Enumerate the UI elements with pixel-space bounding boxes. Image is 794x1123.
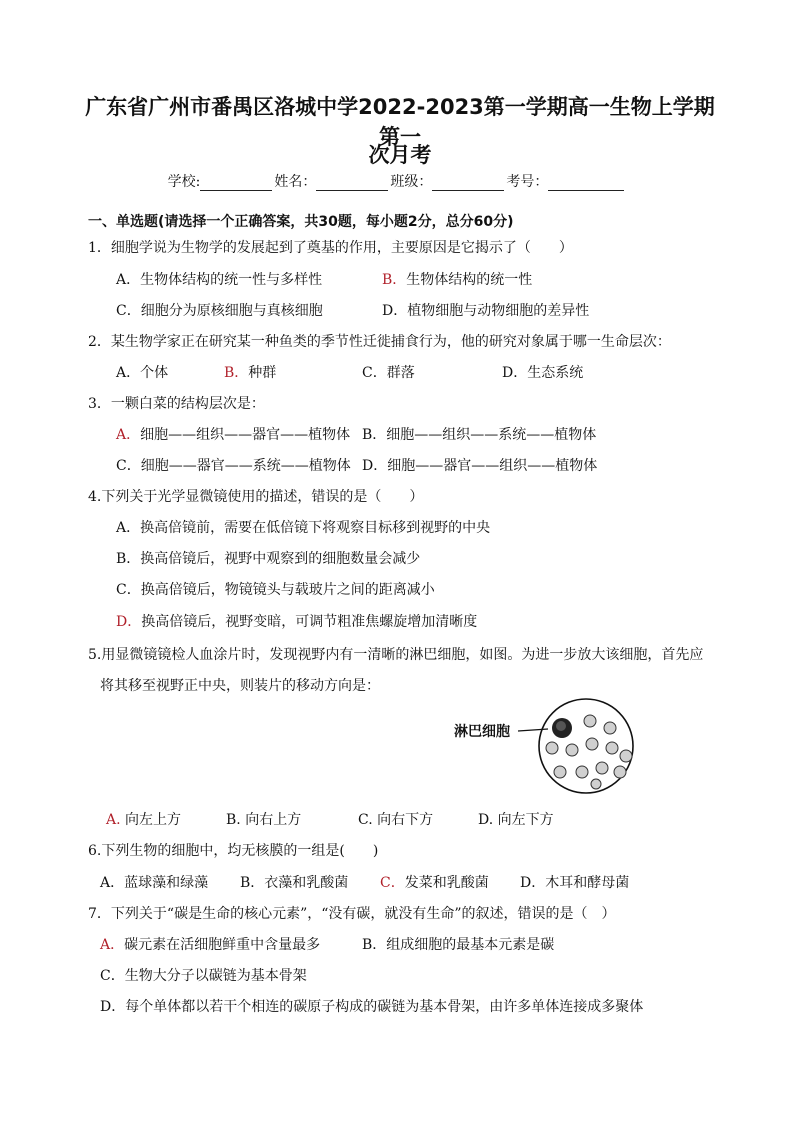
question-3-stem: 3．一颗白菜的结构层次是： [88, 396, 265, 412]
q6-option-b: B．衣藻和乳酸菌 [240, 875, 349, 891]
question-1-stem: 1．细胞学说为生物学的发展起到了奠基的作用，主要原因是它揭示了（ ） [88, 240, 573, 256]
exam-title-line1: 广东省广州市番禺区洛城中学2022-2023第一学期高一生物上学期第一 [85, 95, 715, 149]
question-5-stem: 5.用显微镜镜检人血涂片时，发现视野内有一清晰的淋巴细胞，如图。为进一步放大该细胞，首先应 [88, 647, 704, 663]
q3-option-d: D．细胞——器官——组织——植物体 [362, 458, 598, 474]
q6-option-c: C．发菜和乳酸菌 [380, 875, 489, 891]
school-label: 学校: [167, 174, 201, 190]
q6-option-d: D．木耳和酵母菌 [520, 875, 630, 891]
number-label: 考号： [506, 174, 549, 190]
q5-option-c: C. 向右下方 [358, 812, 434, 828]
q7-option-a: A．碳元素在活细胞鲜重中含量最多 [100, 937, 321, 953]
label-pointer-line [518, 729, 548, 731]
school-blank[interactable] [200, 176, 272, 191]
question-7-stem: 7．下列关于“碳是生命的核心元素”，“没有碳，就没有生命”的叙述，错误的是（ ） [88, 906, 616, 922]
number-blank[interactable] [548, 176, 624, 191]
q3-option-a: A．细胞——组织——器官——植物体 [116, 427, 351, 443]
q5-option-b: B. 向右上方 [226, 812, 302, 828]
q7-option-c: C．生物大分子以碳链为基本骨架 [100, 968, 307, 984]
microscope-field-svg [440, 696, 640, 796]
question-4-stem: 4.下列关于光学显微镜使用的描述，错误的是（ ） [88, 489, 424, 505]
q1-option-a: A．生物体结构的统一性与多样性 [116, 272, 323, 288]
q1-option-b: B．生物体结构的统一性 [382, 272, 533, 288]
q4-option-d: D．换高倍镜后，视野变暗，可调节粗准焦螺旋增加清晰度 [116, 614, 478, 630]
q7-option-d: D．每个单体都以若干个相连的碳原子构成的碳链为基本骨架，由许多单体连接成多聚体 [100, 999, 644, 1015]
q2-option-b: B．种群 [224, 365, 277, 381]
q3-option-c: C．细胞——器官——系统——植物体 [116, 458, 351, 474]
q3-option-b: B．细胞——组织——系统——植物体 [362, 427, 597, 443]
q1-option-d: D．植物细胞与动物细胞的差异性 [382, 303, 590, 319]
class-blank[interactable] [432, 176, 504, 191]
q6-option-a: A．蓝球藻和绿藻 [100, 875, 209, 891]
q5-option-a: A. 向左上方 [106, 812, 182, 828]
exam-title-line2: 次月考 [368, 143, 432, 167]
section-heading: 一、单选题(请选择一个正确答案，共30题，每小题2分，总分60分) [88, 214, 514, 230]
q7-option-b: B．组成细胞的最基本元素是碳 [362, 937, 555, 953]
name-blank[interactable] [316, 176, 388, 191]
q2-option-a: A．个体 [116, 365, 169, 381]
lymphocyte-figure [440, 696, 640, 796]
question-2-stem: 2．某生物学家正在研究某一种鱼类的季节性迁徙捕食行为，他的研究对象属于哪一生命层次： [88, 334, 671, 350]
q4-option-a: A．换高倍镜前，需要在低倍镜下将观察目标移到视野的中央 [116, 520, 491, 536]
student-info-row [0, 171, 794, 191]
q2-option-d: D．生态系统 [502, 365, 584, 381]
class-label: 班级： [390, 174, 433, 190]
q1-option-c: C．细胞分为原核细胞与真核细胞 [116, 303, 323, 319]
lymphocyte-label: 淋巴细胞 [454, 724, 510, 740]
name-label: 姓名： [274, 174, 317, 190]
question-5-stem-cont: 将其移至视野正中央，则装片的移动方向是： [100, 678, 380, 694]
lymphocyte-nucleus-highlight [556, 721, 566, 731]
q4-option-b: B．换高倍镜后，视野中观察到的细胞数量会减少 [116, 551, 421, 567]
q5-option-d: D. 向左下方 [478, 812, 554, 828]
q4-option-c: C．换高倍镜后，物镜镜头与载玻片之间的距离减小 [116, 582, 435, 598]
q2-option-c: C．群落 [362, 365, 415, 381]
question-6-stem: 6.下列生物的细胞中，均无核膜的一组是( ) [88, 843, 379, 859]
